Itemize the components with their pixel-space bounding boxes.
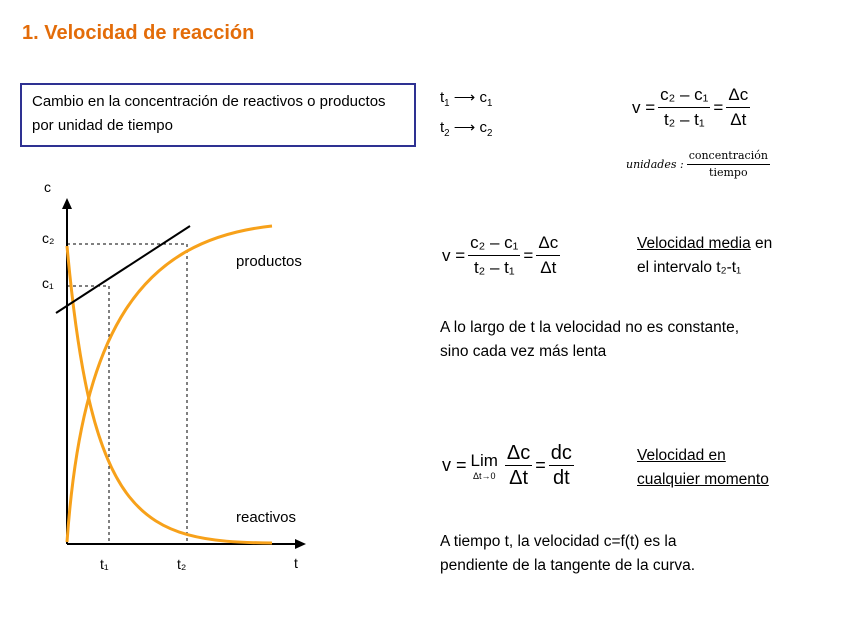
- c2-label: c₂: [42, 230, 55, 246]
- formula-lhs: v =: [442, 245, 466, 265]
- arrow-icon: ⟶: [453, 119, 476, 136]
- pair-t-sub: 2: [444, 128, 450, 139]
- limit-label: Lim: [470, 450, 498, 470]
- description-line: cualquier momento: [637, 471, 769, 488]
- formula-fraction: [658, 84, 710, 131]
- fraction-numerator: dc: [550, 442, 572, 464]
- y-axis-label: c: [44, 179, 51, 195]
- formula-interval-velocity: [442, 232, 563, 279]
- productos-label: productos: [236, 253, 302, 270]
- fraction-denominator: Δt: [540, 258, 557, 277]
- pair-c-label: c: [479, 119, 487, 136]
- delta-fraction: [726, 84, 750, 131]
- note-line: sino cada vez más lenta: [440, 343, 607, 360]
- instantaneous-velocity-description: [637, 444, 769, 492]
- c1-label: c₁: [42, 275, 54, 291]
- delta-fraction: [536, 232, 560, 279]
- interval-text: el intervalo t₂-t₁: [637, 259, 742, 276]
- fraction-denominator: Δt: [509, 467, 529, 489]
- concentration-time-graph: [0, 170, 340, 590]
- x-axis-arrowhead: [295, 539, 306, 549]
- derivative-fraction: [549, 442, 574, 489]
- pair-c-sub: 1: [486, 98, 493, 109]
- pair-c-sub: 2: [486, 128, 493, 139]
- limit-subscript: Δt→0: [472, 470, 496, 481]
- units-numerator: concentración: [687, 149, 770, 165]
- description-rest: en: [750, 235, 773, 252]
- reactivos-curve: [67, 246, 272, 543]
- reactivos-label: reactivos: [236, 509, 297, 526]
- note-line: A tiempo t, la velocidad c=f(t) es la: [440, 533, 677, 550]
- pair-t2-c2: [440, 118, 492, 139]
- formula-lhs: v =: [632, 97, 656, 117]
- t1-label: t₁: [100, 556, 109, 572]
- tangent-line: [56, 226, 190, 313]
- page-title: 1. Velocidad de reacción: [22, 22, 255, 44]
- note-tangent: [440, 530, 695, 578]
- pair-t-label: t: [440, 119, 445, 136]
- fraction-numerator: c₂ – c₁: [658, 84, 710, 108]
- units-fraction: [687, 149, 770, 180]
- fraction-denominator: t₂ – t₁: [663, 110, 705, 129]
- formula-instantaneous-velocity: [442, 442, 577, 489]
- note-not-constant: [440, 316, 739, 364]
- pair-t-sub: 1: [444, 98, 450, 109]
- note-line: pendiente de la tangente de la curva.: [440, 557, 696, 574]
- fraction-numerator: c₂ – c₁: [468, 232, 520, 256]
- equals-sign: =: [713, 97, 724, 117]
- units-label: unidades :: [626, 158, 684, 171]
- units-expression: [626, 149, 773, 180]
- definition-box: [20, 83, 416, 147]
- productos-curve: [67, 226, 272, 542]
- pair-t-label: t: [440, 89, 445, 106]
- limit-operator: [471, 451, 498, 481]
- fraction-numerator: Δc: [536, 232, 560, 256]
- equals-sign: =: [523, 245, 534, 265]
- average-velocity-description: [637, 232, 772, 280]
- x-axis-label: t: [294, 555, 298, 571]
- note-line: A lo largo de t la velocidad no es constante,: [440, 319, 740, 336]
- t2-label: t₂: [177, 556, 187, 572]
- formula-fraction: [468, 232, 520, 279]
- fraction-denominator: t₂ – t₁: [473, 258, 515, 277]
- definition-text: Cambio en la concentración de reactivos o productos por unidad de tiempo: [32, 93, 386, 134]
- units-denominator: tiempo: [709, 166, 748, 179]
- pair-t1-c1: [440, 88, 492, 109]
- formula-average-velocity: [632, 84, 753, 131]
- description-line: Velocidad en: [637, 447, 726, 464]
- fraction-numerator: Δc: [726, 84, 750, 108]
- equals-sign: =: [535, 455, 546, 475]
- fraction-denominator: dt: [553, 467, 570, 489]
- formula-lhs: v =: [442, 455, 467, 475]
- fraction-denominator: Δt: [730, 110, 747, 129]
- y-axis-arrowhead: [62, 198, 72, 209]
- average-velocity-term: Velocidad media: [637, 235, 751, 252]
- pair-c-label: c: [479, 89, 487, 106]
- fraction-numerator: Δc: [506, 442, 531, 464]
- delta-fraction: [505, 442, 532, 489]
- arrow-icon: ⟶: [453, 89, 476, 106]
